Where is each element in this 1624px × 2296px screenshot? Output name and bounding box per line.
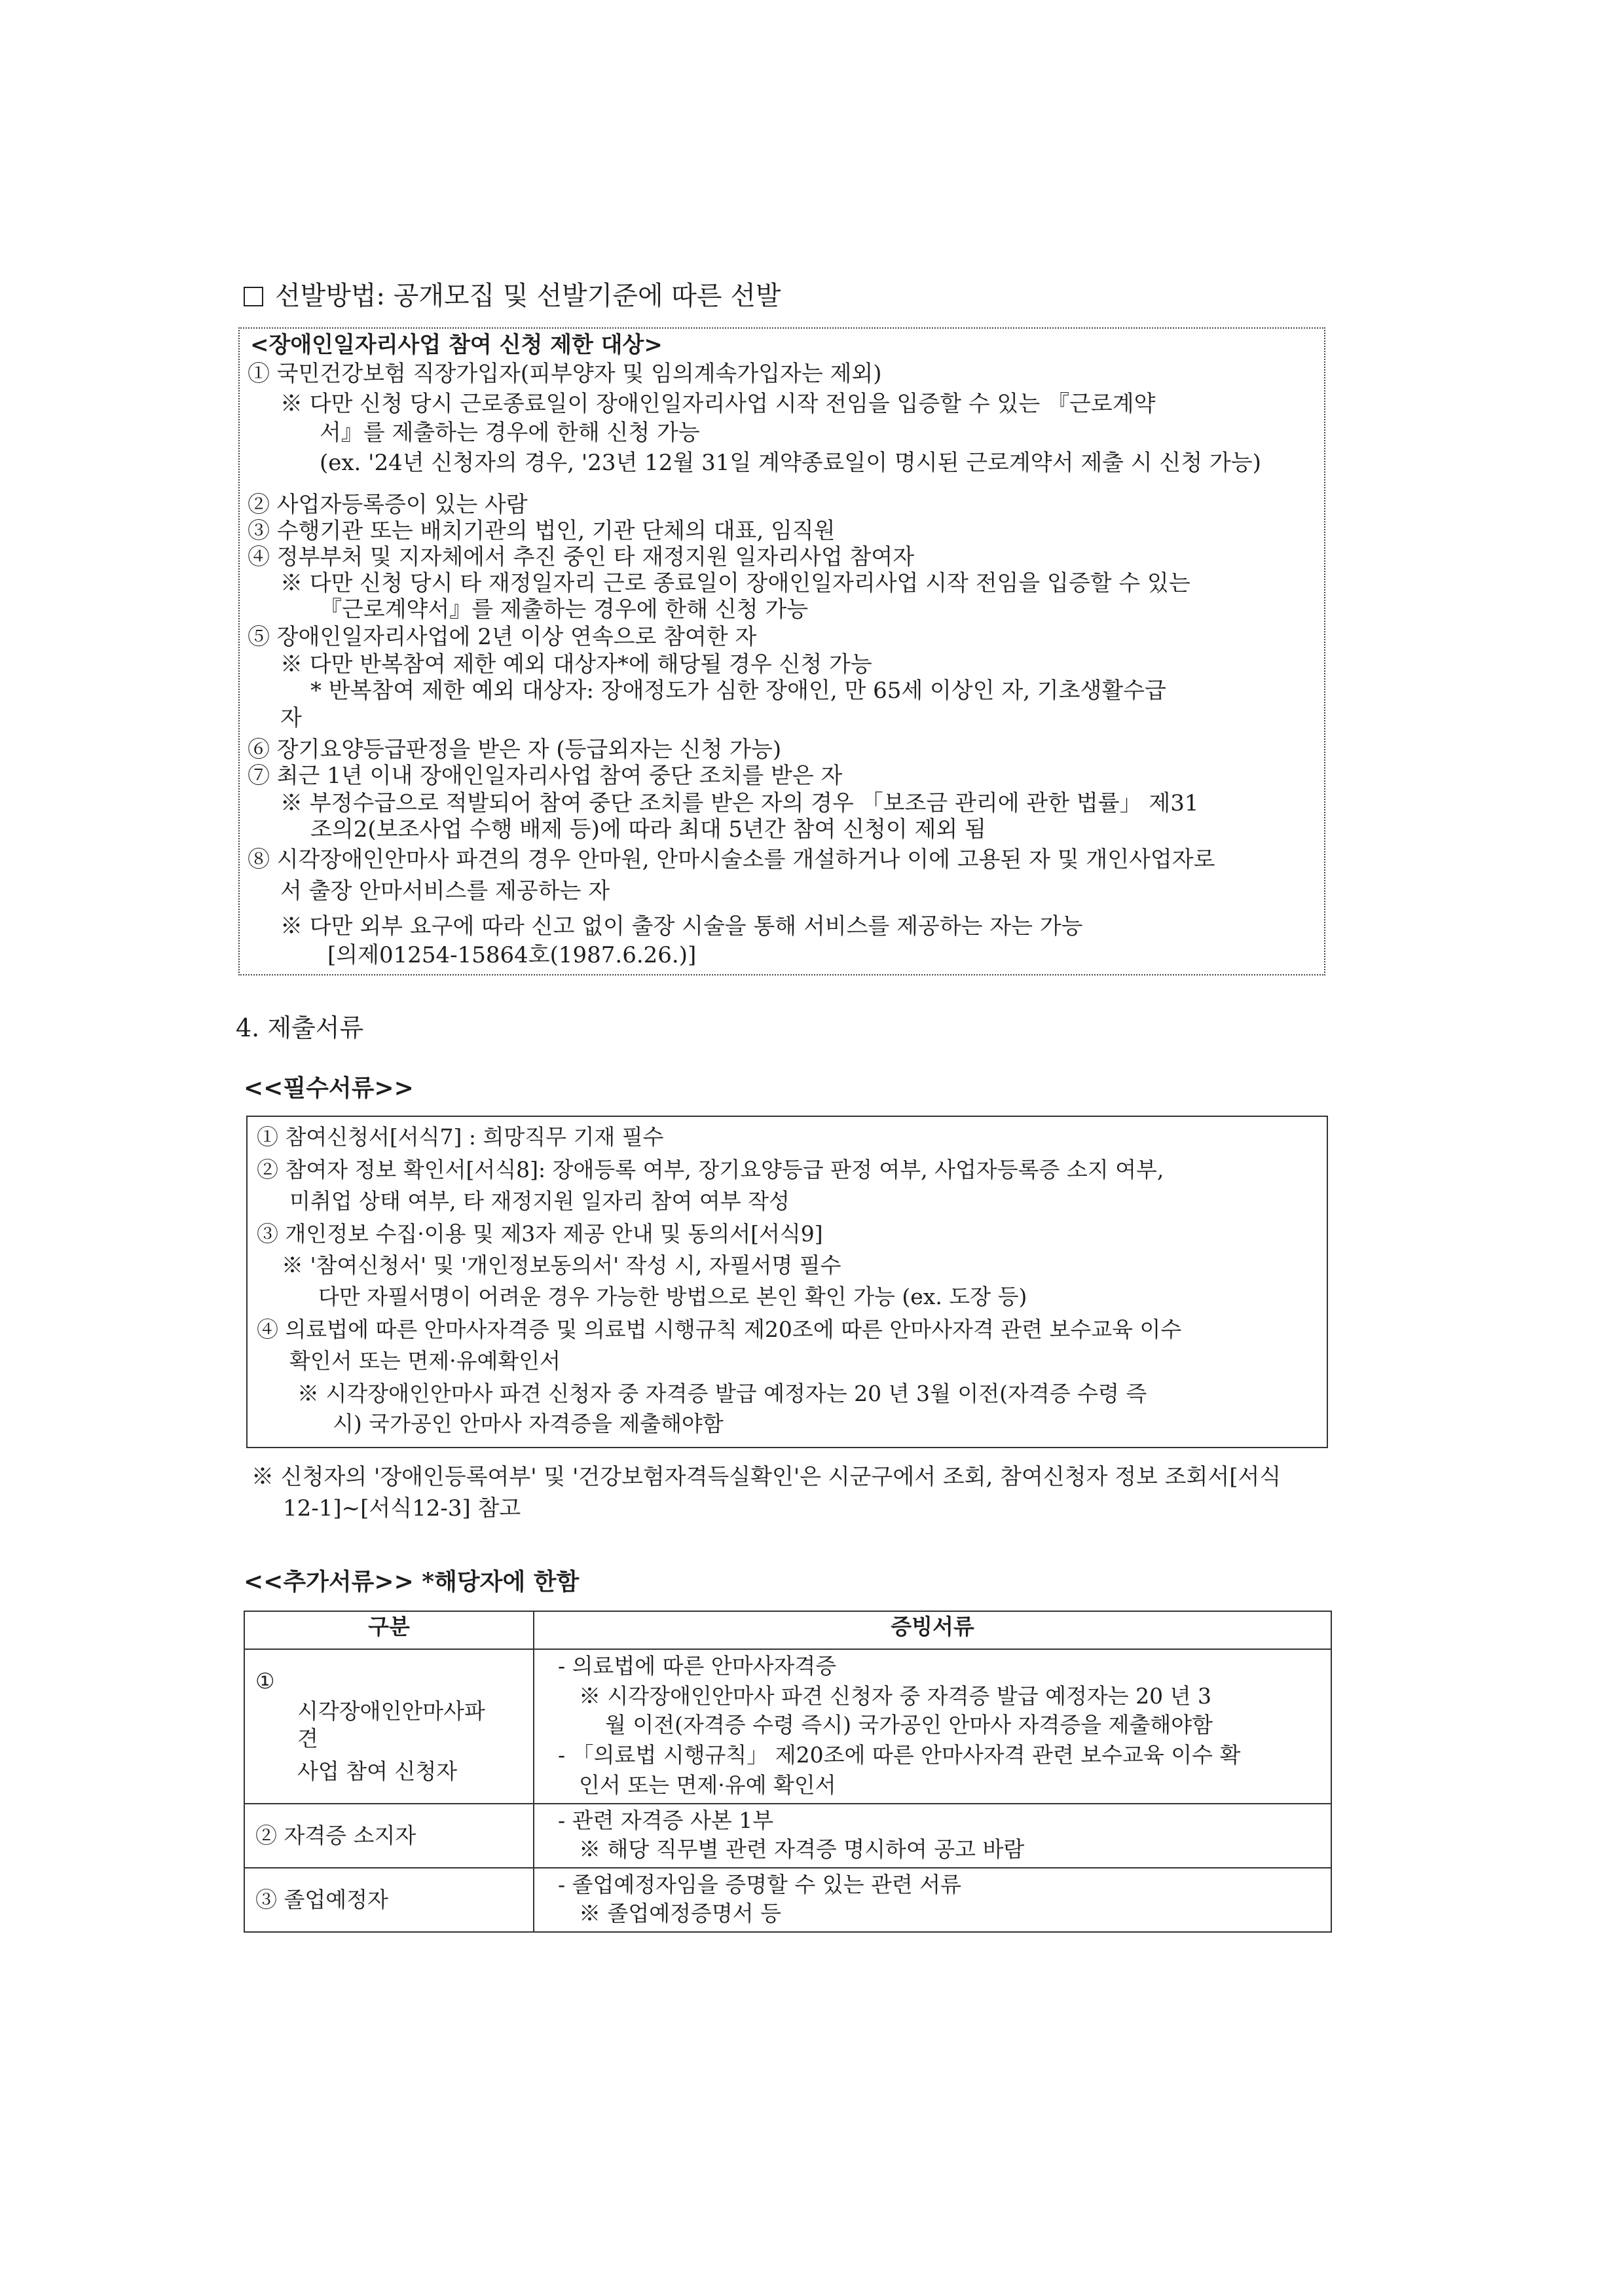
category-line: 시각장애인안마사파 — [297, 1698, 485, 1724]
doc-line: - 의료법에 따른 안마사자격증 — [558, 1653, 837, 1679]
category-number: ① — [255, 1668, 275, 1694]
table-header-category: 구분 — [244, 1611, 534, 1649]
restriction-note: 자 — [280, 705, 302, 731]
doc-line: ※ 시각장애인안마사 파견 신청자 중 자격증 발급 예정자는 20 년 3 — [579, 1683, 1211, 1709]
table-row — [244, 1804, 1331, 1868]
required-note: ※ 시각장애인안마사 파견 신청자 중 자격증 발급 예정자는 20 년 3월 이전(자격증 수령 즉 — [297, 1381, 1147, 1406]
table-header-row — [244, 1611, 1331, 1649]
required-item: ① 참여신청서[서식7] : 희망직무 기재 필수 — [257, 1124, 664, 1150]
restriction-note: [의제01254-15864호(1987.6.26.)] — [327, 942, 697, 968]
restriction-item: ③ 수행기관 또는 배치기관의 법인, 기관 단체의 대표, 임직원 — [248, 518, 836, 544]
category-line: 견 — [297, 1726, 318, 1751]
required-note: ※ '참여신청서' 및 '개인정보동의서' 작성 시, 자필서명 필수 — [282, 1252, 841, 1278]
required-item: ④ 의료법에 따른 안마사자격증 및 의료법 시행규칙 제20조에 따른 안마사자격 관련 보수교육 이수 — [257, 1317, 1182, 1342]
restriction-note: ※ 다만 반복참여 제한 예외 대상자*에 해당될 경우 신청 가능 — [280, 651, 872, 678]
restriction-item: ① 국민건강보험 직장가입자(피부양자 및 임의계속가입자는 제외) — [248, 361, 882, 387]
restriction-box — [238, 327, 1325, 975]
restriction-note: ※ 다만 신청 당시 근로종료일이 장애인일자리사업 시작 전임을 입증할 수 있는 『근로계약 — [280, 391, 1156, 417]
lookup-note: 12-1]~[서식12-3] 참고 — [283, 1495, 521, 1522]
table-row — [244, 1649, 1331, 1804]
doc-line: 인서 또는 면제·유예 확인서 — [579, 1772, 836, 1798]
restriction-item: ⑧ 시각장애인안마사 파견의 경우 안마원, 안마시술소를 개설하거나 이에 고용된 자 및 개인사업자로 — [248, 847, 1215, 873]
restriction-item: 서 출장 안마서비스를 제공하는 자 — [280, 878, 610, 904]
restriction-note: 서』를 제출하는 경우에 한해 신청 가능 — [320, 420, 700, 446]
required-item: 미취업 상태 여부, 타 재정지원 일자리 참여 여부 작성 — [289, 1188, 790, 1214]
doc-line: - 졸업예정자임을 증명할 수 있는 관련 서류 — [558, 1872, 962, 1897]
category-line: 사업 참여 신청자 — [297, 1758, 458, 1784]
required-item: ② 참여자 정보 확인서[서식8]: 장애등록 여부, 장기요양등급 판정 여부, 사업자등록증 소지 여부, — [257, 1157, 1164, 1182]
restriction-note: (ex. '24년 신청자의 경우, '23년 12월 31일 계약종료일이 명시된 근로계약서 제출 시 신청 가능) — [320, 450, 1261, 476]
restriction-item: ④ 정부부처 및 지자체에서 추진 중인 타 재정지원 일자리사업 참여자 — [248, 544, 915, 570]
table-cell-category — [244, 1804, 534, 1868]
restriction-note: ※ 부정수급으로 적발되어 참여 중단 조치를 받은 자의 경우 「보조금 관리에 관한 법률」 제31 — [280, 790, 1199, 816]
required-item: 확인서 또는 면제·유예확인서 — [289, 1348, 561, 1374]
restriction-note: ※ 다만 외부 요구에 따라 신고 없이 출장 시술을 통해 서비스를 제공하는 자는 가능 — [280, 913, 1083, 939]
restriction-item: ② 사업자등록증이 있는 사람 — [248, 492, 528, 518]
required-docs-box — [246, 1116, 1328, 1448]
doc-line: - 관련 자격증 사본 1부 — [558, 1808, 774, 1833]
table-cell-docs — [534, 1649, 1331, 1804]
table-cell-docs — [534, 1804, 1331, 1868]
table-row — [244, 1868, 1331, 1932]
restriction-item: ⑤ 장애인일자리사업에 2년 이상 연속으로 참여한 자 — [248, 624, 757, 650]
checkbox-icon — [244, 287, 263, 306]
restriction-note: * 반복참여 제한 예외 대상자: 장애정도가 심한 장애인, 만 65세 이상인 자, 기초생활수급 — [310, 678, 1166, 704]
required-note: 다만 자필서명이 어려운 경우 가능한 방법으로 본인 확인 가능 (ex. 도장 등) — [318, 1284, 1027, 1309]
table-header-docs: 증빙서류 — [534, 1611, 1331, 1649]
doc-line: ※ 해당 직무별 관련 자격증 명시하여 공고 바람 — [579, 1836, 1025, 1862]
selection-heading — [244, 280, 781, 312]
selection-heading-text: 선발방법: 공개모집 및 선발기준에 따른 선발 — [275, 281, 781, 311]
table-cell-category — [244, 1649, 534, 1804]
table-cell-category — [244, 1868, 534, 1932]
required-docs-heading: <<필수서류>> — [244, 1074, 414, 1102]
required-note: 시) 국가공인 안마사 자격증을 제출해야함 — [333, 1411, 724, 1436]
restriction-note: 조의2(보조사업 수행 배제 등)에 따라 최대 5년간 참여 신청이 제외 됨 — [310, 816, 986, 843]
category-line: ② 자격증 소지자 — [255, 1823, 416, 1848]
section-heading: 4. 제출서류 — [236, 1013, 364, 1042]
restriction-item: ⑥ 장기요양등급판정을 받은 자 (등급외자는 신청 가능) — [248, 737, 782, 763]
lookup-note: ※ 신청자의 '장애인등록여부' 및 '건강보험자격득실확인'은 시군구에서 조회, 참여신청자 정보 조회서[서식 — [251, 1464, 1282, 1490]
category-line: ③ 졸업예정자 — [255, 1887, 388, 1912]
restriction-note: 『근로계약서』를 제출하는 경우에 한해 신청 가능 — [320, 596, 809, 623]
restriction-note: ※ 다만 신청 당시 타 재정일자리 근로 종료일이 장애인일자리사업 시작 전임을 입증할 수 있는 — [280, 570, 1190, 596]
restriction-item: ⑦ 최근 1년 이내 장애인일자리사업 참여 중단 조치를 받은 자 — [248, 763, 843, 789]
doc-line: - 「의료법 시행규칙」 제20조에 따른 안마사자격 관련 보수교육 이수 확 — [558, 1742, 1241, 1768]
table-cell-docs — [534, 1868, 1331, 1932]
additional-docs-table — [244, 1611, 1332, 1933]
doc-line: ※ 졸업예정증명서 등 — [579, 1901, 782, 1926]
restriction-title: <장애인일자리사업 참여 신청 제한 대상> — [250, 332, 663, 358]
required-item: ③ 개인정보 수집·이용 및 제3자 제공 안내 및 동의서[서식9] — [257, 1221, 823, 1247]
doc-line: 월 이전(자격증 수령 즉시) 국가공인 안마사 자격증을 제출해야함 — [605, 1712, 1213, 1738]
additional-docs-heading: <<추가서류>> *해당자에 한함 — [244, 1568, 580, 1595]
